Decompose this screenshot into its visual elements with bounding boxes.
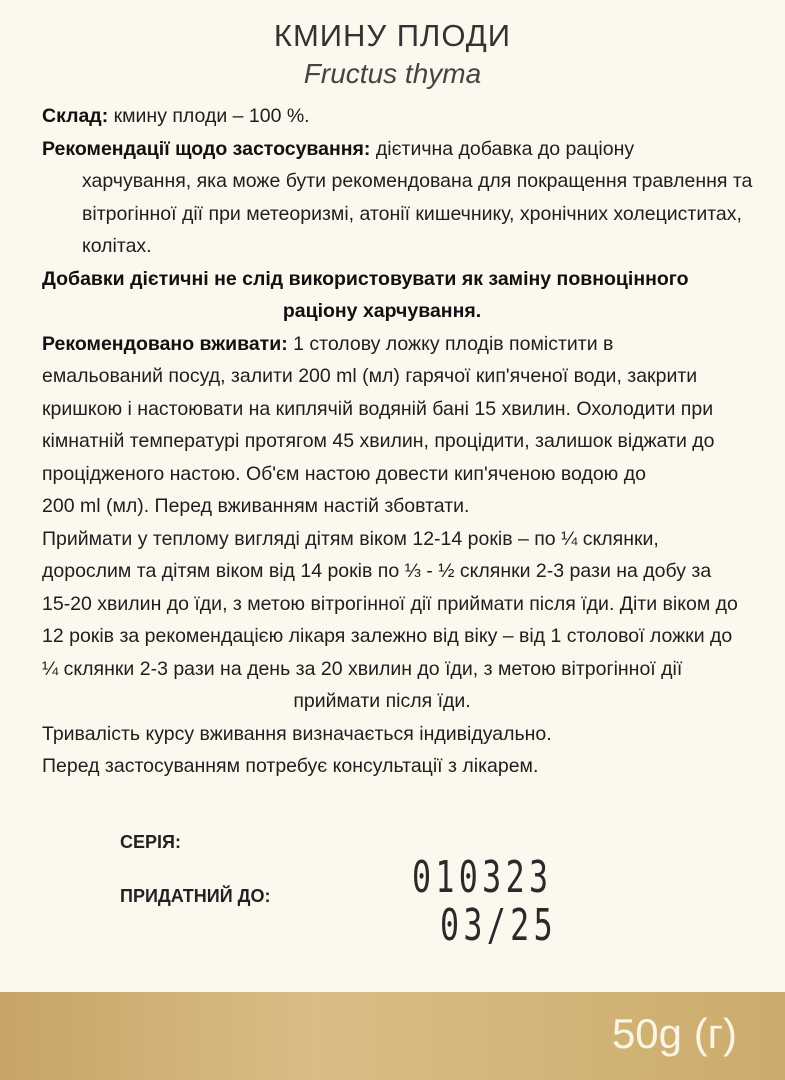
usage-line-4: кімнатній температурі протягом 45 хвилин, процідити, залишок віджати до (42, 430, 715, 452)
consult-line: Перед застосуванням потребує консультації з лікарем. (42, 755, 539, 777)
warning-text-1: Добавки дієтичні не слід використовувати як заміну повноцінного (42, 267, 689, 290)
recommendations-line-2: харчування, яка може бути рекомендована для покращення травлення та (82, 170, 753, 192)
warning-line-2 (42, 295, 762, 328)
warning-line-1 (42, 263, 762, 296)
recommendations-line-3: вітрогінної дії при метеоризмі, атонії кишечнику, хронічних холециститах, (82, 202, 742, 225)
dosage-line-2: дорослим та дітям віком від 14 років по ⅓ - ½ склянки 2-3 рази на добу за (42, 560, 712, 582)
dosage-line-1: Приймати у теплому вигляді дітям віком 12-14 років – по ¼ склянки, (42, 527, 659, 550)
usage-line-5: процідженого настою. Об'єм настою довести кип'яченою водою до (42, 462, 646, 485)
expiry-label: ПРИДАТНИЙ ДО: (120, 886, 271, 906)
recommendations-line-4: колітах. (82, 235, 152, 257)
composition-label: Склад: (42, 105, 109, 127)
series-label: СЕРІЯ: (120, 832, 181, 852)
latin-name: Fructus thyma (303, 58, 482, 89)
dosage-line-3: 15-20 хвилин до їди, з метою вітрогінної дії приймати після їди. Діти віком до (42, 592, 738, 615)
dosage-line-4: 12 років за рекомендацією лікаря залежно від віку – від 1 столової ложки до (42, 625, 733, 647)
product-title: КМИНУ ПЛОДИ (273, 18, 512, 53)
recommendations-text: дієтична добавка до раціону (370, 137, 635, 160)
usage-line-3: кришкою і настоювати на киплячій водяній бані 15 хвилин. Охолодити при (42, 397, 714, 420)
usage-line-2: емальований посуд, залити 200 ml (мл) гарячої кип'яченої води, закрити (42, 365, 698, 387)
usage-line-6: 200 ml (мл). Перед вживанням настій збовтати. (42, 495, 470, 517)
series-stamp: 010323 (412, 852, 553, 903)
instructions-text (42, 100, 762, 783)
usage-text: 1 столову ложку плодів помістити в (287, 332, 614, 355)
net-weight: 50g (г) (611, 1010, 737, 1057)
composition-line (42, 100, 762, 133)
dosage-line-5: ¼ склянки 2-3 рази на день за 20 хвилин до їди, з метою вітрогінної дії (42, 657, 683, 680)
composition-text: кмину плоди – 100 %. (108, 105, 310, 127)
recommendations-label: Рекомендації щодо застосування: (42, 137, 371, 160)
duration-line: Тривалість курсу вживання визначається індивідуально. (42, 722, 552, 745)
expiry-stamp: 03/25 (440, 900, 557, 951)
warning-text-2: раціону харчування. (282, 300, 482, 322)
usage-line-1 (42, 328, 762, 361)
usage-label: Рекомендовано вживати: (42, 332, 288, 355)
dosage-line-6: приймати після їди. (293, 690, 471, 712)
recommendations-line-1 (42, 133, 762, 166)
